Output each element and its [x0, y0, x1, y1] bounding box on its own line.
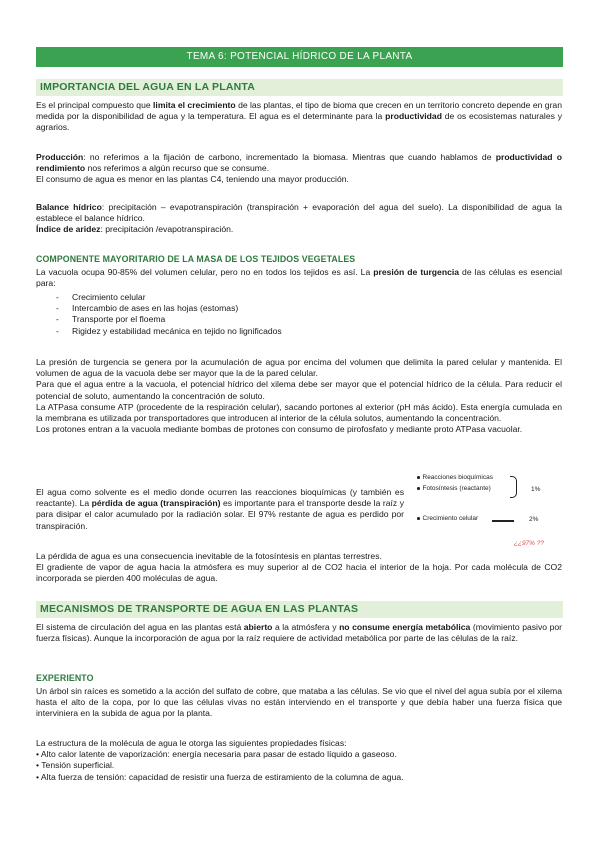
list-item: • Tensión superficial.: [36, 760, 115, 771]
water-use-figure: [414, 474, 564, 550]
paragraph-perdida-agua: La pérdida de agua es una consecuencia inevitable de la fotosíntesis en plantas terrestres. El gradiente de vapor de agua hacia la atmósfera es muy superior al de CO2 hacia el interior de la hoja. Por cada molécula de CO2 incorporada se pierden 400 moléculas de agua.: [36, 551, 562, 584]
figure-item-fotosintesis: Fotosíntesis (reactante): [417, 485, 491, 492]
list-item: - Transporte por el floema: [56, 314, 166, 325]
properties-intro: La estructura de la molécula de agua le otorga las siguientes propiedades físicas:: [36, 738, 347, 748]
paragraph-sistema-circulacion: El sistema de circulación del agua en las plantas está abierto a la atmósfera y no consume energía metabólica (movimiento pasivo por fuerza físicas). Aunque la incorporación de agua por la raíz requiere de actividad metabólica por parte de las células de la raíz.: [36, 622, 562, 644]
brace-shape: [510, 476, 517, 498]
list-item: • Alta fuerza de tensión: capacidad de resistir una fuerza de estiramiento de la columna de agua.: [36, 771, 404, 782]
section-heading-importancia: IMPORTANCIA DEL AGUA EN LA PLANTA: [36, 79, 563, 96]
figure-annotation: ¿¿97% ??: [514, 540, 544, 547]
list-item: - Rigidez y estabilidad mecánica en tejido no lignificados: [56, 325, 282, 336]
list-item: - Crecimiento celular: [56, 292, 146, 302]
paragraph-balance-hidrico: Balance hídrico: precipitación – evapotranspiración (transpiración + evaporación del agua del suelo). La disponibilidad de agua la establece el balance hídrico. Índice de aridez: precipitación /evapotranspiración.: [36, 202, 562, 235]
paragraph-limita-crecimiento: Es el principal compuesto que limita el crecimiento de las plantas, el tipo de bioma que crecen en un territorio concreto depende en gran medida por la disponibilidad de agua y la temperatura. El agua es el determinante para la productividad de os ecosistemas naturales y agrarios.: [36, 100, 562, 133]
subheading-componente-mayoritario: COMPONENTE MAYORITARIO DE LA MASA DE LOS TEJIDOS VEGETALES: [36, 254, 356, 264]
figure-percent-1: 1%: [531, 486, 541, 493]
figure-item-crecimiento: Crecimiento celular: [417, 515, 478, 522]
paragraph-experimento: Un árbol sin raíces es sometido a la acción del sulfato de cobre, que mataba a las células. Se vio que el nivel del agua subía por el xilema hasta el alto de la copa, por lo que las células vivas no están interviendo en el transporte y que debía haber una fuerza física que interviniera en la subida de agua por la planta.: [36, 686, 562, 719]
subheading-experiento: EXPERIENTO: [36, 673, 94, 683]
list-item: - Intercambio de ases en las hojas (estomas): [56, 303, 239, 314]
paragraph-presion-turgencia: La presión de turgencia se genera por la acumulación de agua por encima del volumen que delimita la pared celular y mantenida. El volumen de agua de la vacuola debe ser mayor que la de la pared celular. Para que el agua entre a la vacuola, el potencial hídrico del xilema debe ser mayor que el potencial hídrico de la célula. Para reducir el potencial de soluto, aumentando la concentración de soluto. La ATPasa consume ATP (procedente de la respiración celular), sacando portones al exterior (pH más ácido). Esta energía cumulada en la membrana es utilizada por transportadores que introducen al interior de la célula solutos, aumentando la concentración. Los protones entran a la vacuola mediante bombas de protones con consumo de pirofosfato y mediante proto ATPasa vacuolar.: [36, 357, 562, 435]
chapter-title-banner: TEMA 6: POTENCIAL HÍDRICO DE LA PLANTA: [36, 47, 563, 67]
figure-item-reacciones: Reacciones bioquímicas: [417, 474, 493, 481]
list-item: • Alto calor latente de vaporización: energía necesaria para pasar de estado líquido a gaseoso.: [36, 749, 397, 760]
paragraph-agua-solvente: El agua como solvente es el medio donde ocurren las reacciones bioquímicas (y también es reactante). La pérdida de agua (transpiración) es importante para el transporte desde la raíz y para disipar el calor acumulado por la radiación solar. El 97% restante de agua es perdido por transpiración.: [36, 487, 404, 531]
paragraph-vacuola: La vacuola ocupa 90-85% del volumen celular, pero no en todos los tejidos es así. La presión de turgencia de las células es esencial para:: [36, 267, 562, 289]
turgor-uses-list: [36, 292, 282, 337]
paragraph-produccion: Producción: no referimos a la fijación de carbono, incrementado la biomasa. Mientras que cuando hablamos de productividad o rendimiento nos referimos a algún recurso que se consume. El consumo de agua es menor en las plantas C4, teniendo una mayor producción.: [36, 152, 563, 185]
figure-line: [492, 520, 514, 522]
section-heading-mecanismos: MECANISMOS DE TRANSPORTE DE AGUA EN LAS PLANTAS: [36, 601, 563, 618]
figure-percent-2: 2%: [529, 516, 539, 523]
water-properties: [36, 738, 562, 783]
